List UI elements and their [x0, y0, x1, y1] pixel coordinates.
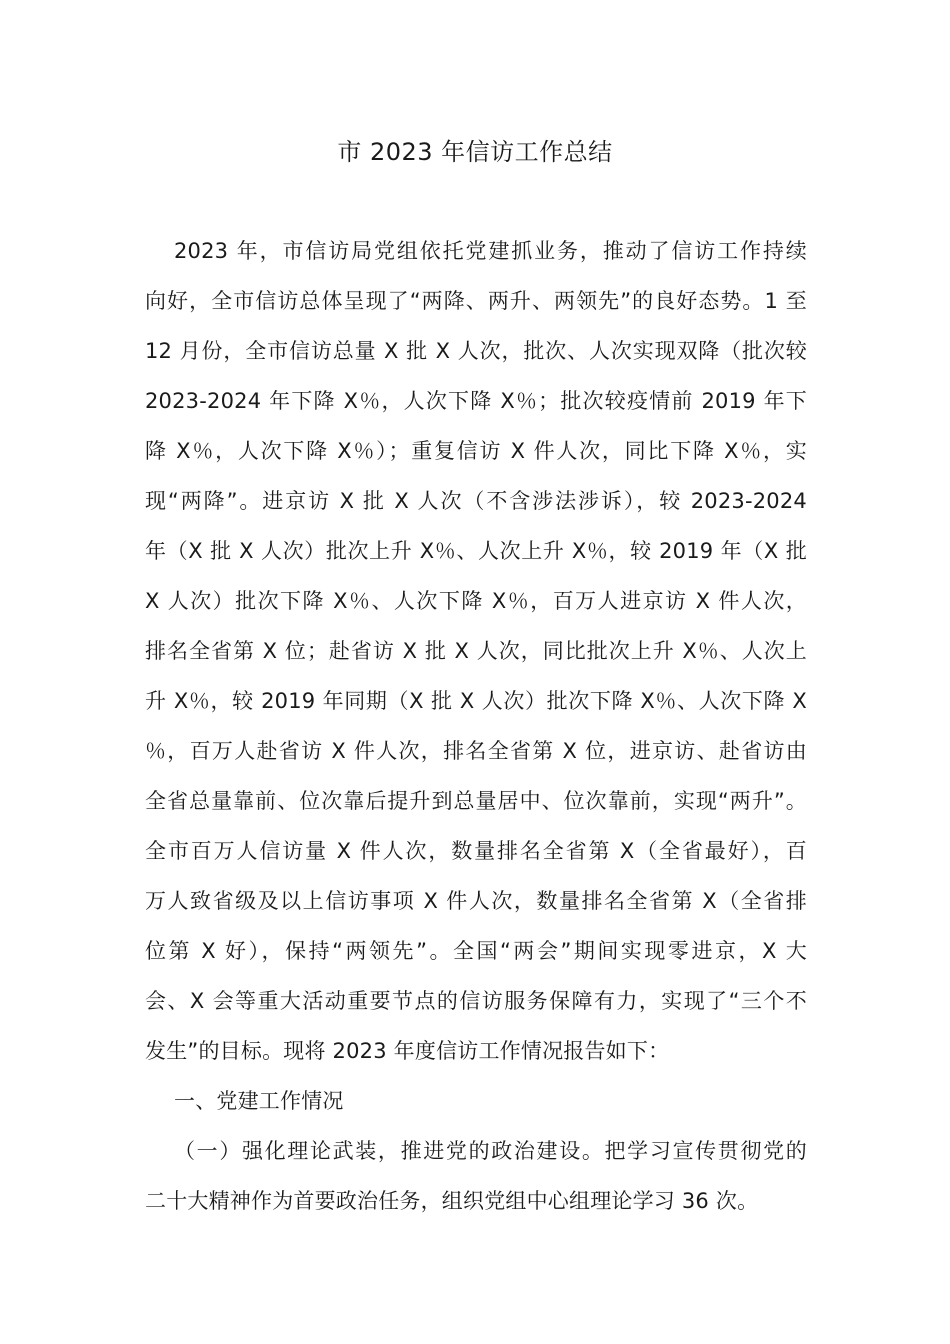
body-text-line: 12 月份，全市信访总量 X 批 X 人次，批次、人次实现双降（批次较: [145, 339, 807, 363]
body-text-line: 降 X％，人次下降 X％）；重复信访 X 件人次，同比下降 X％，实: [145, 439, 807, 463]
body-text-line: X 人次）批次下降 X％、人次下降 X％，百万人进京访 X 件人次，: [145, 589, 807, 613]
document-title: 市 2023 年信访工作总结: [337, 138, 613, 166]
body-text-line: 向好，全市信访总体呈现了“两降、两升、两领先”的良好态势。1 至: [145, 289, 807, 313]
body-text-line: （一）强化理论武装，推进党的政治建设。把学习宣传贯彻党的: [174, 1139, 807, 1163]
body-text-line: 排名全省第 X 位；赴省访 X 批 X 人次，同比批次上升 X％、人次上: [145, 639, 807, 663]
body-text-line: 位第 X 好），保持“两领先”。全国“两会”期间实现零进京，X 大: [145, 939, 807, 963]
body-text-line: 发生”的目标。现将 2023 年度信访工作情况报告如下：: [145, 1039, 670, 1063]
body-text-line: 2023-2024 年下降 X％，人次下降 X％；批次较疫情前 2019 年下: [145, 389, 807, 413]
body-text-line: 现“两降”。进京访 X 批 X 人次（不含涉法涉诉），较 2023-2024: [145, 489, 807, 513]
document-body: [145, 226, 807, 1226]
body-text-line: 二十大精神作为首要政治任务，组织党组中心组理论学习 36 次。: [145, 1189, 759, 1213]
body-text-line: 全市百万人信访量 X 件人次，数量排名全省第 X（全省最好），百: [145, 839, 807, 863]
body-text-line: 2023 年，市信访局党组依托党建抓业务，推动了信访工作持续: [174, 239, 807, 263]
body-text-line: 会、X 会等重大活动重要节点的信访服务保障有力，实现了“三个不: [145, 989, 807, 1013]
body-text-line: 万人致省级及以上信访事项 X 件人次，数量排名全省第 X（全省排: [145, 889, 807, 913]
body-text-line: 升 X％，较 2019 年同期（X 批 X 人次）批次下降 X％、人次下降 X: [145, 689, 807, 713]
body-text-line: 年（X 批 X 人次）批次上升 X％、人次上升 X％，较 2019 年（X 批: [145, 539, 807, 563]
body-text-line: 全省总量靠前、位次靠后提升到总量居中、位次靠前，实现“两升”。: [145, 789, 807, 813]
body-text-line: ％，百万人赴省访 X 件人次，排名全省第 X 位，进京访、赴省访由: [145, 739, 807, 763]
body-text-line: 一、党建工作情况: [174, 1089, 344, 1113]
